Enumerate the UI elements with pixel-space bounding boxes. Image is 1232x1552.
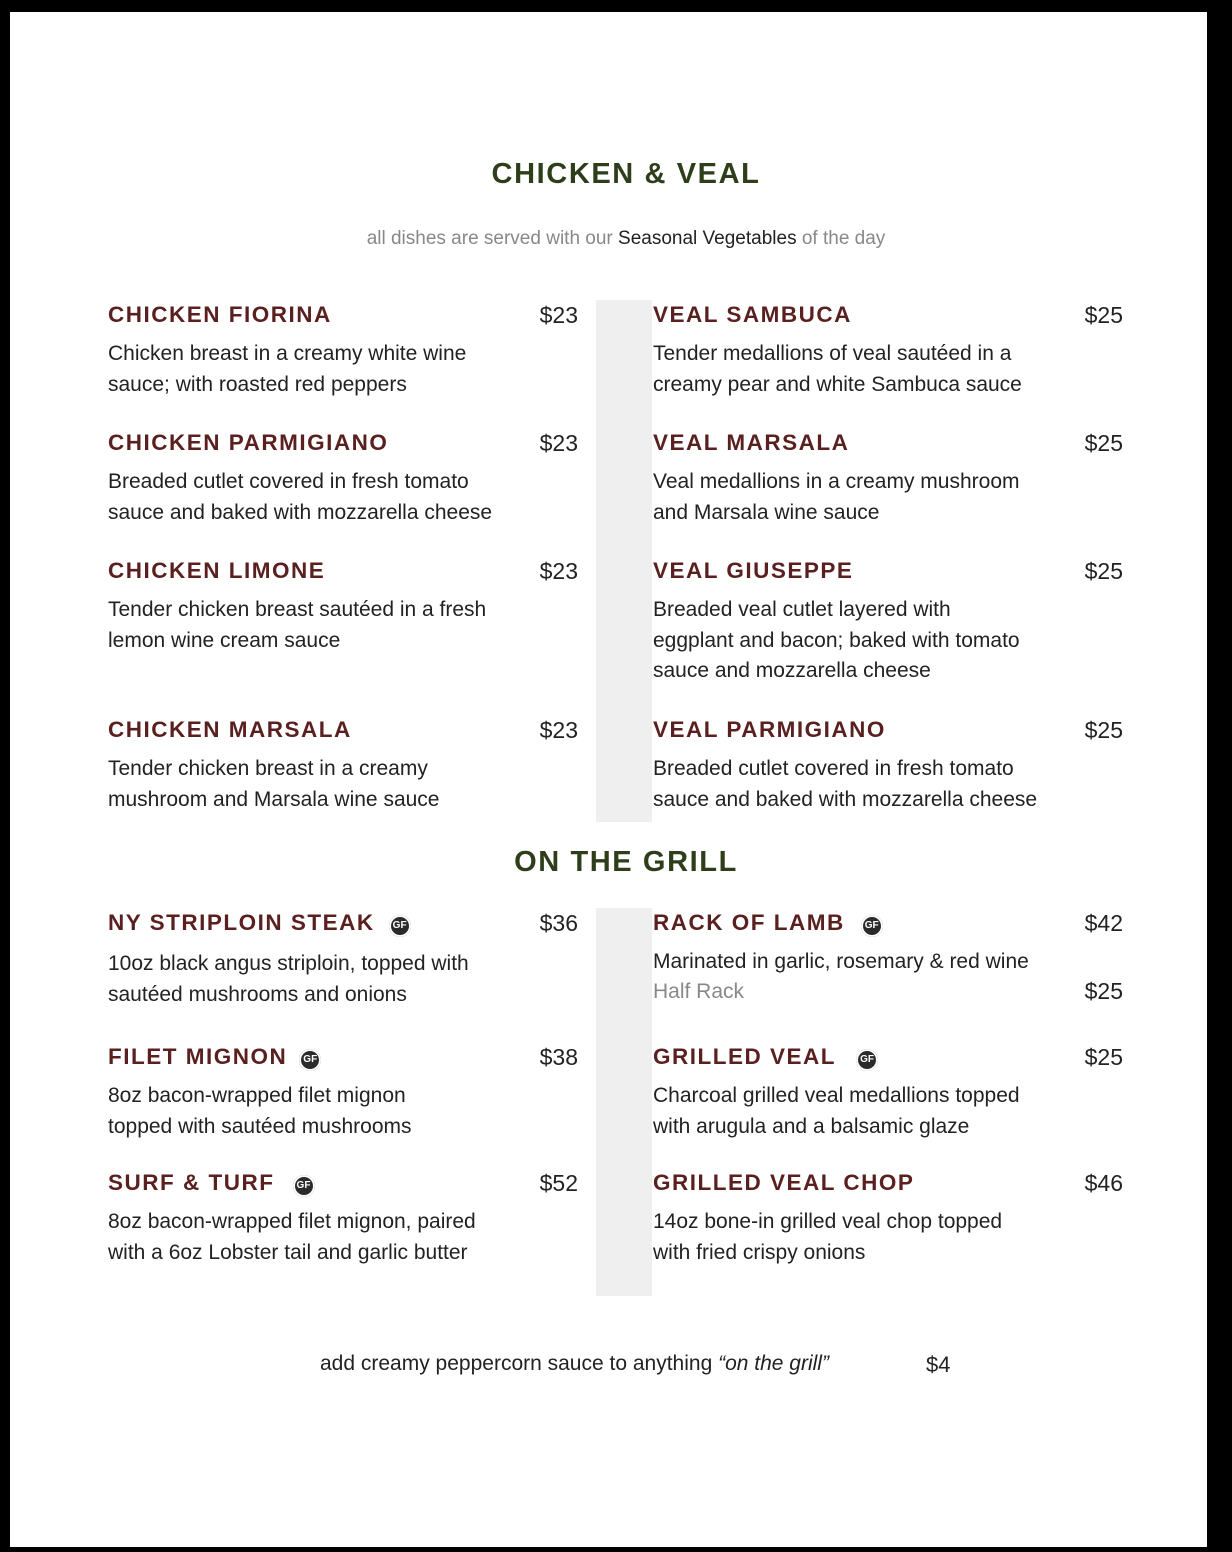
item-name (653, 908, 883, 938)
menu-item (108, 1168, 578, 1268)
item-name-text: RACK OF LAMB (653, 910, 845, 935)
menu-item (653, 908, 1123, 1018)
description-line: Charcoal grilled veal medallions topped (653, 1084, 1020, 1107)
menu-item (108, 428, 578, 528)
description-line: creamy pear and white Sambuca sauce (653, 372, 1022, 396)
description-line: with arugula and a balsamic glaze (653, 1114, 970, 1138)
column-divider (596, 300, 652, 822)
description-line: Breaded cutlet covered in fresh tomato (653, 757, 1014, 780)
item-name (108, 908, 411, 938)
menu-item (653, 300, 1123, 400)
description-line: sauce and baked with mozzarella cheese (653, 787, 1038, 811)
subtitle-emphasis: Seasonal Vegetables (618, 228, 797, 249)
item-price: $25 (1084, 302, 1123, 328)
description-line: lemon wine cream sauce (108, 628, 341, 652)
item-description (653, 595, 1123, 687)
menu-item (653, 556, 1123, 686)
menu-item (108, 1042, 578, 1142)
description-line: and Marsala wine sauce (653, 500, 880, 524)
half-rack-label: Half Rack (653, 980, 745, 1003)
description-line: eggplant and bacon; baked with tomato (653, 628, 1020, 652)
item-description (653, 467, 1123, 528)
menu-item (108, 556, 578, 656)
description-line: Breaded veal cutlet layered with (653, 598, 951, 621)
menu-item (653, 428, 1123, 528)
item-description (653, 1081, 1123, 1142)
item-name: VEAL MARSALA (653, 430, 850, 455)
menu-item (653, 715, 1123, 815)
item-description (108, 595, 578, 656)
item-description (108, 467, 578, 528)
description-line: sauce and baked with mozzarella cheese (108, 500, 493, 524)
footer-note (320, 1352, 1020, 1376)
gluten-free-icon: GF (293, 1175, 315, 1197)
description-line: Tender chicken breast in a creamy (108, 757, 428, 780)
subtitle-text-end: of the day (796, 228, 886, 249)
gluten-free-icon: GF (856, 1049, 878, 1071)
item-name (653, 1042, 878, 1072)
item-description (653, 339, 1123, 400)
gluten-free-icon: GF (389, 915, 411, 937)
item-price: $25 (1084, 558, 1123, 584)
description-line: Chicken breast in a creamy white wine (108, 342, 467, 365)
item-price: $23 (539, 717, 578, 743)
item-name: CHICKEN PARMIGIANO (108, 430, 389, 455)
menu-item (653, 1168, 1123, 1268)
description-line: Tender medallions of veal sautéed in a (653, 342, 1012, 365)
description-line: 10oz black angus striploin, topped with (108, 952, 469, 975)
description-line: Breaded cutlet covered in fresh tomato (108, 470, 469, 493)
footer-italic-text: “on the grill” (718, 1352, 829, 1375)
item-name: VEAL SAMBUCA (653, 302, 852, 327)
section-title-chicken-veal: CHICKEN & VEAL (491, 158, 761, 190)
item-price: $25 (1084, 430, 1123, 456)
section-title-on-the-grill: ON THE GRILL (514, 846, 738, 878)
gluten-free-icon: GF (861, 915, 883, 937)
menu-item (653, 1042, 1123, 1142)
description-line: Tender chicken breast sautéed in a fresh (108, 598, 487, 621)
item-price: $23 (539, 430, 578, 456)
item-name (108, 1042, 321, 1072)
item-description (108, 949, 578, 1010)
item-name (108, 1168, 315, 1198)
column-divider (596, 908, 652, 1296)
item-price: $42 (1084, 910, 1123, 936)
item-name: CHICKEN FIORINA (108, 302, 332, 327)
item-price: $25 (1084, 717, 1123, 743)
gluten-free-icon: GF (299, 1049, 321, 1071)
item-description (108, 1207, 578, 1268)
description-line: 14oz bone-in grilled veal chop topped (653, 1210, 1003, 1233)
item-description (108, 1081, 578, 1142)
description-line: with a 6oz Lobster tail and garlic butter (108, 1240, 468, 1264)
item-name-text: NY STRIPLOIN STEAK (108, 910, 375, 935)
footer-text: add creamy peppercorn sauce to anything (320, 1352, 719, 1375)
item-description (108, 754, 578, 815)
item-name: VEAL PARMIGIANO (653, 717, 886, 742)
description-line: 8oz bacon-wrapped filet mignon (108, 1084, 406, 1107)
description-line: with fried crispy onions (653, 1240, 866, 1264)
footer-price: $4 (926, 1352, 951, 1377)
description-line: sautéed mushrooms and onions (108, 982, 407, 1006)
description-line: sauce; with roasted red peppers (108, 372, 407, 396)
subtitle-text: all dishes are served with our (366, 228, 619, 249)
item-name-text: SURF & TURF (108, 1170, 275, 1195)
menu-item (108, 908, 578, 1008)
description-line: Marinated in garlic, rosemary & red wine (653, 950, 1029, 973)
description-line: 8oz bacon-wrapped filet mignon, paired (108, 1210, 476, 1233)
item-price: $23 (539, 302, 578, 328)
description-line: topped with sautéed mushrooms (108, 1114, 412, 1138)
item-description (108, 339, 578, 400)
section-subtitle (10, 228, 1232, 250)
item-name: CHICKEN MARSALA (108, 717, 352, 742)
item-description (653, 1207, 1123, 1268)
item-price: $23 (539, 558, 578, 584)
item-name: VEAL GIUSEPPE (653, 558, 854, 583)
item-price: $46 (1084, 1170, 1123, 1196)
item-price: $52 (539, 1170, 578, 1196)
item-price: $36 (539, 910, 578, 936)
description-line: Veal medallions in a creamy mushroom (653, 470, 1020, 493)
item-price: $38 (539, 1044, 578, 1070)
item-name: CHICKEN LIMONE (108, 558, 326, 583)
description-line: sauce and mozzarella cheese (653, 659, 931, 682)
item-description (653, 754, 1123, 815)
menu-item (108, 715, 578, 815)
menu-item (108, 300, 578, 400)
item-price: $25 (1084, 1044, 1123, 1070)
item-name-text: GRILLED VEAL (653, 1044, 837, 1069)
description-line: mushroom and Marsala wine sauce (108, 787, 440, 811)
item-description (653, 947, 1123, 978)
half-rack-price: $25 (1084, 978, 1123, 1004)
item-name: GRILLED VEAL CHOP (653, 1170, 915, 1195)
item-name-text: FILET MIGNON (108, 1044, 288, 1069)
